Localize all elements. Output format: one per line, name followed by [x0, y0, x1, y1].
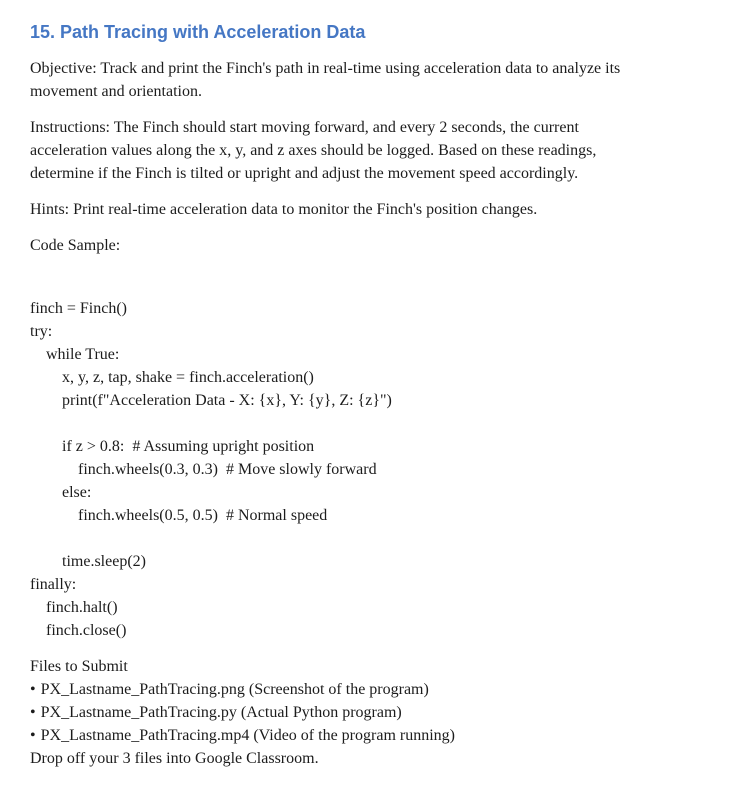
objective-line: Objective: Track and print the Finch's path in real-time using acceleration data to analyze its [30, 60, 621, 77]
code-line: finch.wheels(0.5, 0.5) # Normal speed [30, 507, 328, 524]
bullet-icon: • [30, 681, 36, 698]
code-line: else: [30, 484, 92, 501]
code-line: finch.close() [30, 622, 127, 639]
code-line-blank [30, 527, 702, 550]
code-line: finally: [30, 576, 77, 593]
code-line: finch.halt() [30, 599, 118, 616]
file-list-item [30, 678, 702, 701]
code-line: time.sleep(2) [30, 553, 146, 570]
code-block [30, 297, 702, 642]
file-item-text: PX_Lastname_PathTracing.png (Screenshot of the program) [40, 681, 429, 698]
hints-paragraph [30, 198, 702, 221]
instructions-line: Instructions: The Finch should start moving forward, and every 2 seconds, the current [30, 119, 579, 136]
bullet-icon: • [30, 704, 36, 721]
bullet-icon: • [30, 727, 36, 744]
code-line: print(f"Acceleration Data - X: {x}, Y: {y}, Z: {z}") [30, 392, 392, 409]
instructions-line: determine if the Finch is tilted or upright and adjust the movement speed accordingly. [30, 165, 579, 182]
objective-paragraph [30, 57, 702, 103]
instructions-paragraph [30, 116, 702, 185]
code-line: finch.wheels(0.3, 0.3) # Move slowly forward [30, 461, 377, 478]
file-list-item [30, 701, 702, 724]
code-line: finch = Finch() [30, 300, 127, 317]
page-title: 15. Path Tracing with Acceleration Data [30, 22, 366, 42]
code-line-blank [30, 412, 702, 435]
file-item-text: PX_Lastname_PathTracing.py (Actual Python program) [40, 704, 402, 721]
code-line: x, y, z, tap, shake = finch.acceleration() [30, 369, 314, 386]
files-heading: Files to Submit [30, 658, 128, 675]
hints-line: Hints: Print real-time acceleration data to monitor the Finch's position changes. [30, 201, 538, 218]
objective-line: movement and orientation. [30, 83, 202, 100]
code-line: try: [30, 323, 53, 340]
code-sample-label: Code Sample: [30, 237, 121, 254]
files-section [30, 655, 702, 770]
code-line: if z > 0.8: # Assuming upright position [30, 438, 315, 455]
instructions-line: acceleration values along the x, y, and z axes should be logged. Based on these readings, [30, 142, 597, 159]
file-item-text: PX_Lastname_PathTracing.mp4 (Video of the program running) [40, 727, 455, 744]
code-line: while True: [30, 346, 120, 363]
files-footer: Drop off your 3 files into Google Classroom. [30, 750, 319, 767]
file-list-item [30, 724, 702, 747]
